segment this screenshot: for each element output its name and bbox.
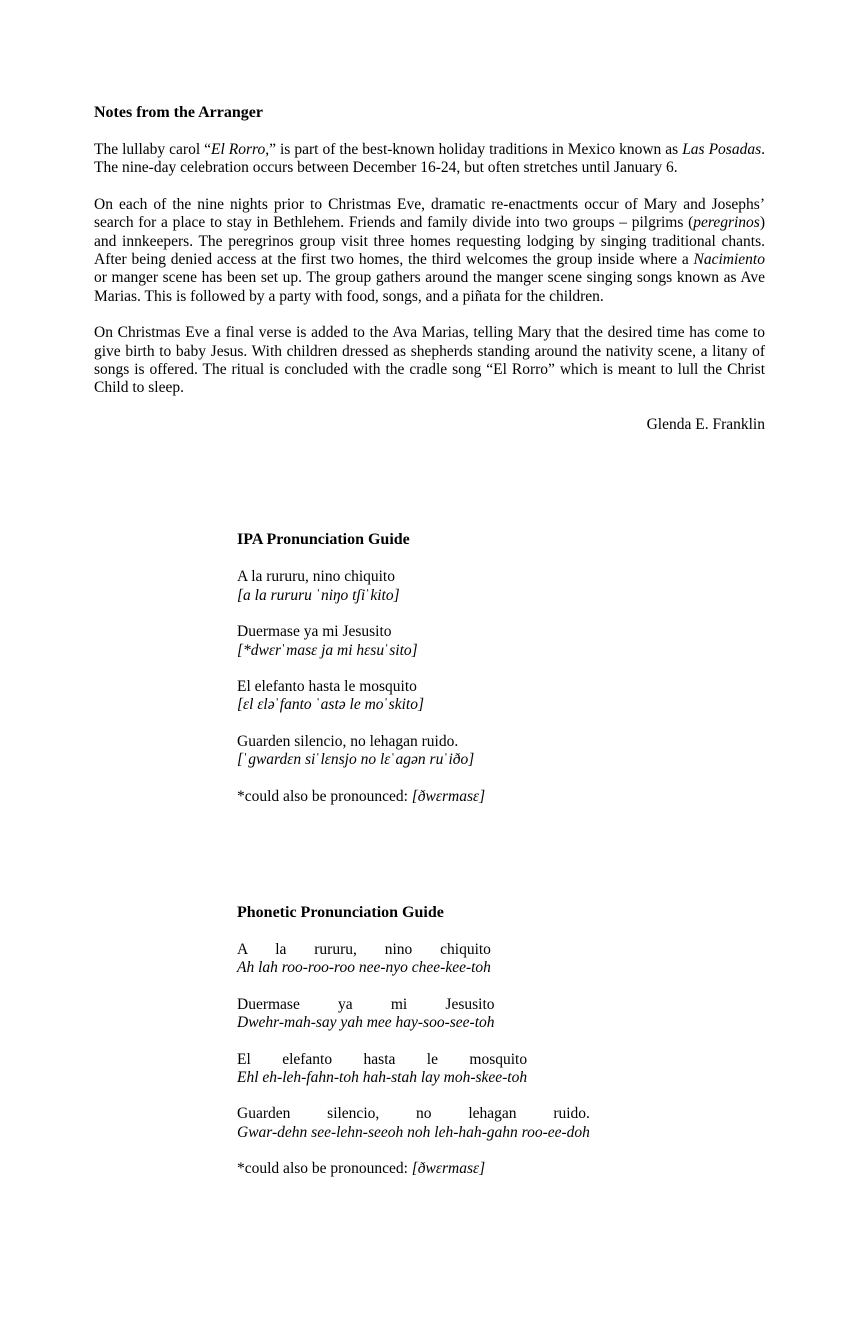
phonetic-line: Dwehr-mah-say yah mee hay-soo-see-toh <box>237 1014 495 1032</box>
lyric-line: El elefanto hasta le mosquito <box>237 1050 528 1068</box>
ipa-pair-3 <box>237 678 424 715</box>
notes-heading: Notes from the Arranger <box>94 104 263 121</box>
phonetic-line: Ah lah roo-roo-roo nee-nyo chee-kee-toh <box>237 959 491 977</box>
ipa-line: [a la rururu ˈniŋo tʃiˈkito] <box>237 586 400 604</box>
phonetic-guide-section <box>237 903 765 1179</box>
ipa-line: [ɛl ɛləˈfanto ˈastə le moˈskito] <box>237 696 424 714</box>
phonetic-pair-1 <box>237 941 491 978</box>
phonetic-footnote: *could also be pronounced: [ðwɛrmasɛ] <box>237 1160 486 1178</box>
notes-paragraph-3: On Christmas Eve a final verse is added to the Ava Marias, telling Mary that the desired time has come to give birth to baby Jesus. With children dressed as shepherds standing around the nativity scene, a litany of songs is offered. The ritual is concluded with the cradle song “El Rorro” which is meant to lull the Christ Child to sleep. <box>94 324 765 397</box>
ipa-pair-2 <box>237 623 418 660</box>
lyric-line: El elefanto hasta le mosquito <box>237 677 417 695</box>
lyric-line: A la rururu, nino chiquito <box>237 568 395 586</box>
lyric-line: Duermase ya mi Jesusito <box>237 623 392 641</box>
notes-section <box>94 103 765 434</box>
phonetic-pair-3 <box>237 1051 527 1088</box>
phonetic-line: Ehl eh-leh-fahn-toh hah-stah lay moh-skee-toh <box>237 1068 528 1086</box>
lyric-line: Guarden silencio, no lehagan ruido. <box>237 1105 590 1123</box>
ipa-guide-title: IPA Pronunciation Guide <box>237 531 410 549</box>
ipa-footnote: *could also be pronounced: [ðwɛrmasɛ] <box>237 787 486 805</box>
lyric-line: Duermase ya mi Jesusito <box>237 995 495 1013</box>
phonetic-line: Gwar-dehn see-lehn-seeoh noh leh-hah-gahn roo-ee-doh <box>237 1123 590 1141</box>
phonetic-pair-4 <box>237 1105 590 1142</box>
arranger-signature: Glenda E. Franklin <box>646 415 765 433</box>
ipa-guide-section <box>237 530 765 806</box>
ipa-pair-1 <box>237 568 400 605</box>
lyric-line: A la rururu, nino chiquito <box>237 940 491 958</box>
ipa-pair-4 <box>237 733 474 770</box>
phonetic-pair-2 <box>237 996 495 1033</box>
notes-paragraph-1: The lullaby carol “El Rorro,” is part of the best-known holiday traditions in Mexico known as Las Posadas. The nine-day celebration occurs between December 16-24, but often stretches until January 6. <box>94 141 765 177</box>
phonetic-guide-title: Phonetic Pronunciation Guide <box>237 903 444 921</box>
ipa-line: [*dwɛrˈmasɛ ja mi hɛsuˈsito] <box>237 641 418 659</box>
lyric-line: Guarden silencio, no lehagan ruido. <box>237 732 459 750</box>
ipa-line: [ˈgwardɛn siˈlɛnsjo no lɛˈagən ruˈiðo] <box>237 751 475 769</box>
notes-paragraph-2: On each of the nine nights prior to Christmas Eve, dramatic re-enactments occur of Mary and Josephs’ search for a place to stay in Bethlehem. Friends and family divide into two groups – pilgrims (peregrinos) and innkeepers. The peregrinos group visit three homes requesting lodging by singing traditional chants. After being denied access at the first two homes, the third welcomes the group inside where a Nacimiento or manger scene has been set up. The group gathers around the manger scene singing songs known as Ave Marias. This is followed by a party with food, songs, and a piñata for the children. <box>94 195 765 305</box>
